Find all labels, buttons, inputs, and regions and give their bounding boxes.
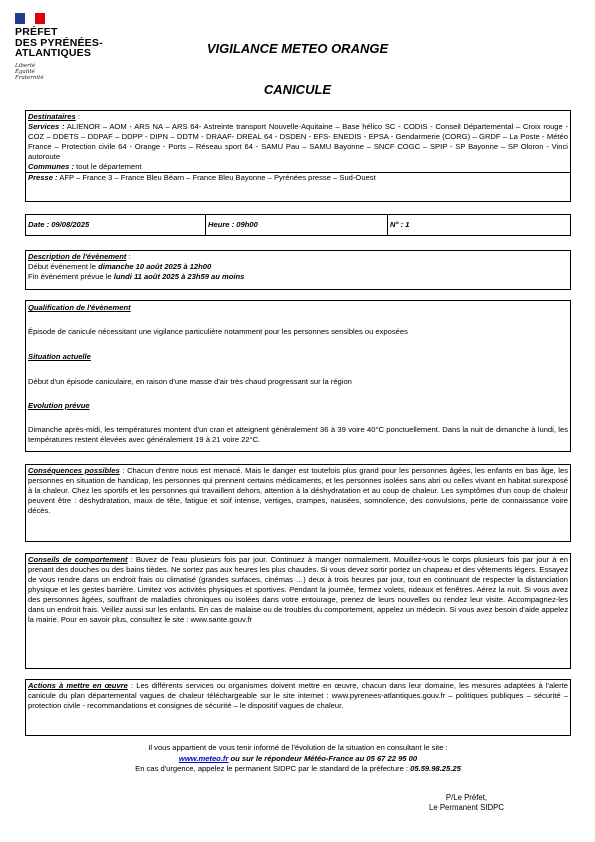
qualification-label: Qualification de l'évènement (28, 303, 131, 312)
prefect-name: PRÉFET DES PYRÉNÉES- ATLANTIQUES (15, 26, 103, 59)
consequences-label: Conséquences possibles (28, 466, 120, 475)
actions-label: Actions à mettre en œuvre (28, 681, 128, 690)
advice-text: : Buvez de l'eau plusieurs fois par jour. Continuez à manger normalement. Mouillez-vous le corps plusieurs fois par jour à en prenant des douches ou des bains tièdes. Ne sortez pas aux heures les plus chaudes. Si vous devez sortir portez un chapeau et des vêtements légers. Essayez de vous rendre dans un endroit frais ou climatisé (grandes surfaces, cinémas …) deux à trois heures par jour, tout en continuant de respecter la distanciation physique et les gestes barrière. Limitez vos activités physiques et sportives. Pendant la journée, fermez volets, rideaux et fenêtres. Aérez la nuit. Si vous avez des personnes âgées, souffrant de maladies chroniques ou isolées dans votre entourage, prenez de leurs nouvelles ou rendez leur visite. Accompagnez-les dans un endroit frais. Veillez aussi sur les enfants. En cas de malaise ou de troubles du comportement, appelez un médecin. Si vous avez besoin d'aide appelez la mairie. Pour en savoir plus, consultez le site : www.sante.gouv.fr (28, 555, 568, 624)
evolution-text: Dimanche après-midi, les températures montent d'un cran et atteignent généralement 36 à 39 voire 40°C ponctuellement. Dans la nuit de dimanche à lundi, les températures restent élevées avec généralement 19 à 21 voire 22°C. (28, 425, 568, 444)
advice-label: Conseils de comportement (28, 555, 128, 564)
event-label: Description de l'évènement (28, 252, 127, 261)
consequences-box (25, 464, 571, 542)
communes-text: tout le département (74, 162, 142, 171)
actions-box (25, 679, 571, 736)
signature: P/Le Préfet, Le Permanent SIDPC (429, 793, 504, 812)
situation-label: Situation actuelle (28, 352, 91, 361)
document-title: VIGILANCE METEO ORANGE (206, 41, 389, 56)
info-box (25, 214, 571, 236)
event-start: dimanche 10 août 2025 à 12h00 (98, 262, 212, 271)
evolution-label: Evolution prévue (28, 401, 90, 410)
actions-text: : Les différents services ou organismes doivent mettre en œuvre, chacun dans leur domaine, les mesures adaptées à l'alerte canicule du plan départemental vagues de chaleur téléchargeable sur le site internet : www.pyrenees-atlantiques.gouv.fr – politiques publiques – sécurité – protection civile - recommandations et consignes de sécurité – le dispositif vagues de chaleur. (28, 681, 569, 710)
marianne-flag-icon (15, 13, 45, 24)
footer: Il vous appartient de vous tenir informé de l'évolution de la situation en consultant le site : www.meteo.fr ou sur le répondeur Météo-France au 05 67 22 95 00 En cas d'urgence, appelez le permanent SIDPC par le standard de la préfecture : 05.59.98.25.25 (25, 743, 571, 775)
footer-line-1: Il vous appartient de vous tenir informé de l'évolution de la situation en consultant le site : (148, 743, 448, 752)
qualification-box (25, 300, 571, 452)
republic-motto: Liberté Égalité Fraternité (15, 62, 44, 81)
advice-box (25, 553, 571, 669)
situation-text: Début d'un épisode caniculaire, en raison d'une masse d'air très chaud progressant sur la région (28, 377, 352, 386)
communes-label: Communes : (28, 162, 74, 171)
consequences-text: : Chacun d'entre nous est menacé. Mais le danger est toutefois plus grand pour les personnes âgées, les enfants en bas âge, les personnes en situation de handicap, les personnes qui prennent certains médicaments, et les personnes isolées sans abri ou celles vivant en habitat surexposé à la chaleur. Chez les sportifs et les personnes qui travaillent dehors, attention à la déshydratation et au coup de chaleur. Les symptômes d'un coup de chaleur peuvent être : déshydratation, maux de tête, fatigue et soif intense, vertiges, crampes, nausées, somnolence, des convulsions, perte de connaissance voire décès. (28, 466, 568, 515)
services-label: Services : (28, 122, 65, 131)
event-end: lundi 11 août 2025 à 23h59 au moins (113, 272, 245, 281)
prefecture-logo (15, 13, 110, 81)
number-field: N° : 1 (390, 220, 410, 229)
date-field: Date : 09/08/2025 (28, 220, 90, 229)
time-field: Heure : 09h00 (208, 220, 258, 229)
services-text: ALIENOR – AOM - ARS NA – ARS 64- Astreinte transport Nouvelle-Aquitaine – Base hélico SC - CODIS - Conseil Départemental – Croix rouge - COZ – DDETS – DDPAF – DDPP - DIPN – DDTM - DRAAF- DREAL 64 - DSDEN - EFS- ENEDIS - EPSA - Gendarmerie (CORG) – GRDF – La Poste - Météo France – Protection civile 64 - Orange - Ports – Réseau sport 64 - SAMU Pau – SAMU Bayonne – SNCF COGC – SPIP - SP Bayonne – SP Oloron - Vinci autoroute (28, 122, 568, 161)
event-box: Description de l'évènement : Début événement le dimanche 10 août 2025 à 12h00 Fin événement prévue le lundi 11 août 2025 à 23h59 au moins (25, 250, 571, 290)
document-subtitle: CANICULE (263, 82, 332, 97)
recipients-box: Destinataires : Services : ALIENOR – AOM - ARS NA – ARS 64- Astreinte transport Nouvelle-Aquitaine – Base hélico SC - CODIS - Conseil Départemental – Croix rouge - COZ – DDETS – DDPAF – DDPP - DIPN – DDTM - DRAAF- DREAL 64 - DSDEN - EFS- ENEDIS - EPSA - Gendarmerie (CORG) – GRDF – La Poste - Météo France – Protection civile 64 - Orange - Ports – Réseau sport 64 - SAMU Pau – SAMU Bayonne – SNCF COGC – SPIP - SP Bayonne – SP Oloron - Vinci autoroute Communes : tout le département Presse : AFP – France 3 – France Bleu Béarn – France Bleu Bayonne – Pyrénées presse – Sud-Ouest (25, 110, 571, 202)
recipients-label: Destinataires (28, 112, 76, 121)
emergency-phone: 05.59.98.25.25 (410, 764, 461, 773)
presse-label: Presse : (28, 173, 58, 182)
presse-text: AFP – France 3 – France Bleu Béarn – France Bleu Bayonne – Pyrénées presse – Sud-Ouest (57, 173, 376, 182)
qualification-text: Épisode de canicule nécessitant une vigilance particulière notamment pour les personnes sensibles ou exposées (28, 327, 408, 336)
meteo-link[interactable]: www.meteo.fr (178, 753, 229, 763)
